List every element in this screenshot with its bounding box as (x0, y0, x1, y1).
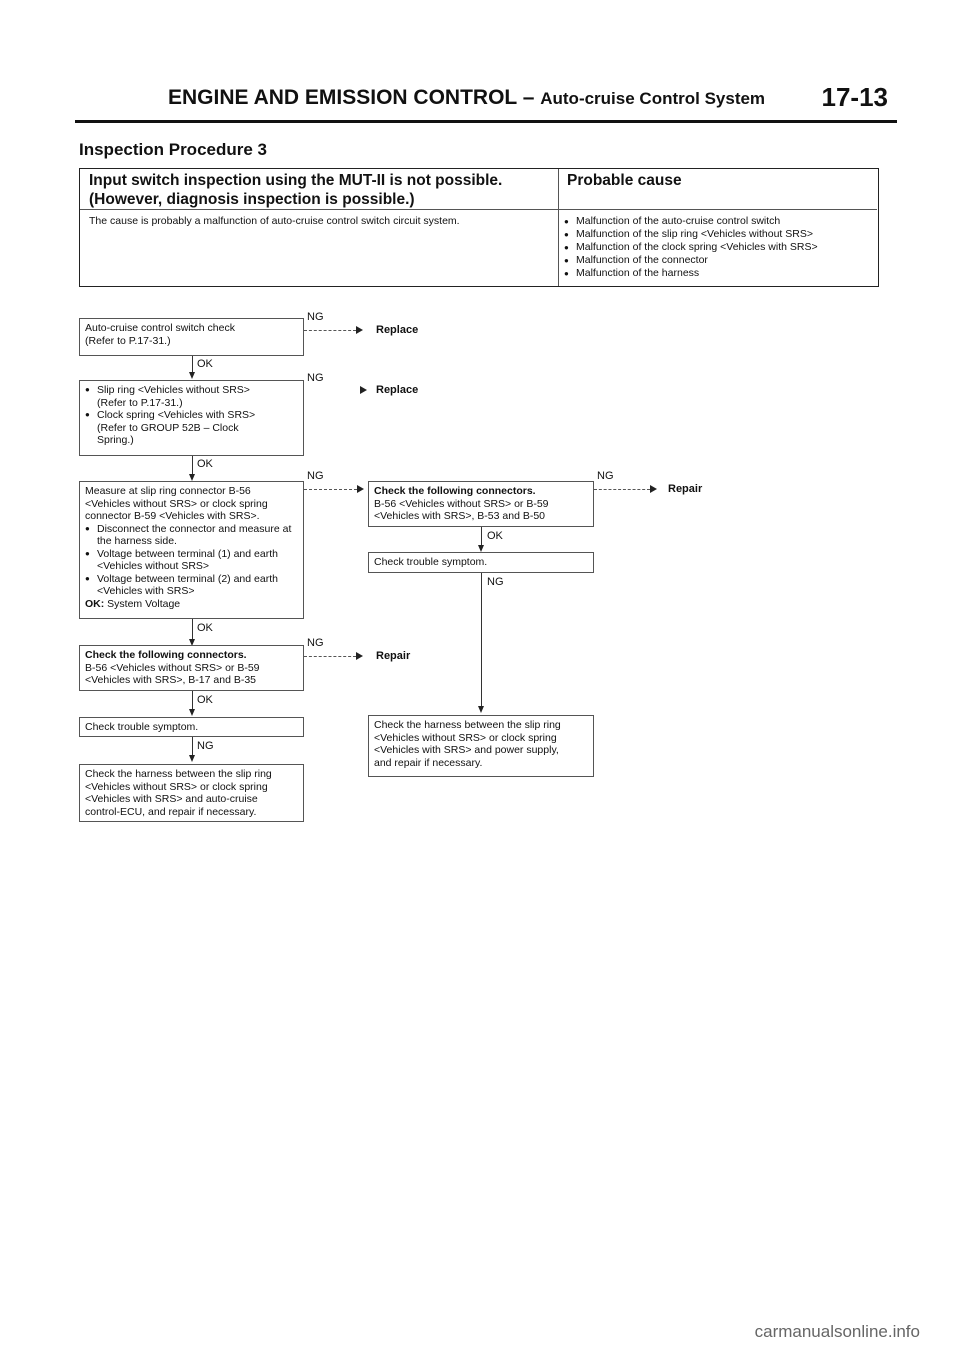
header-rule (75, 120, 897, 123)
step2-item (85, 409, 298, 447)
action-repair: Repair (668, 483, 703, 495)
ok-label: OK (197, 622, 213, 634)
symptom-line-2: (However, diagnosis inspection is possible.) (89, 191, 415, 208)
step2-item (85, 384, 298, 409)
arrow-right-icon (356, 652, 363, 660)
step2-item2-ref1: (Refer to GROUP 52B – Clock (97, 421, 239, 434)
arrow-down-icon (189, 709, 195, 716)
step2-item2-text: ● Clock spring <Vehicles with SRS> (97, 409, 256, 421)
step3-item: ● Disconnect the connector and measure at the harness side. (85, 523, 298, 548)
step3-item: ● Voltage between terminal (1) and earth <Vehicles without SRS> (85, 548, 298, 573)
probable-cause-heading: Probable cause (567, 172, 682, 189)
ng-label: NG (307, 311, 324, 323)
cause-item: ● Malfunction of the connector (564, 254, 874, 267)
ng-label: NG (197, 740, 214, 752)
ok-label: OK (197, 358, 213, 370)
step3-ok-label: OK: (85, 597, 105, 610)
step-slip-ring-clock-spring (79, 380, 304, 456)
right1-line1: B-56 <Vehicles without SRS> or B-59 (374, 497, 549, 510)
footer-watermark: carmanualsonline.info (754, 1322, 920, 1341)
header-dash: – (522, 86, 535, 109)
symptom-heading (89, 171, 502, 209)
step3-line3: connector B-59 <Vehicles with SRS>. (85, 510, 260, 522)
ok-label: OK (197, 694, 213, 706)
step5-text: Check trouble symptom. (85, 721, 199, 733)
cause-item: ● Malfunction of the harness (564, 267, 874, 280)
step6-line3: <Vehicles with SRS> and auto-cruise (85, 793, 258, 805)
step2-item2-ref2: Spring.) (97, 434, 134, 446)
right-check-harness-power (368, 715, 594, 777)
right-check-trouble-symptom (368, 552, 594, 573)
arrow-right-icon (356, 326, 363, 334)
page-header (168, 82, 888, 112)
right-check-connectors (368, 481, 594, 527)
arrow-down-icon (478, 706, 484, 713)
action-repair: Repair (376, 650, 411, 662)
procedure-title: Inspection Procedure 3 (79, 140, 267, 159)
right3-line2: <Vehicles without SRS> or clock spring (374, 731, 557, 744)
arrow-right-icon (650, 485, 657, 493)
ng-label: NG (307, 637, 324, 649)
ok-label: OK (197, 458, 213, 470)
step6-line4: control-ECU, and repair if necessary. (85, 805, 257, 818)
cause-list (564, 215, 874, 280)
ng-label: NG (307, 372, 324, 384)
step2-list (85, 384, 298, 447)
section-title: ENGINE AND EMISSION CONTROL (168, 86, 517, 109)
arrow-down-icon (478, 545, 484, 552)
right1-line2: <Vehicles with SRS>, B-53 and B-50 (374, 510, 546, 522)
step6-line2: <Vehicles without SRS> or clock spring (85, 780, 268, 793)
cause-item: ● Malfunction of the auto-cruise control switch (564, 215, 874, 228)
ng-label: NG (487, 576, 504, 588)
step3-list (85, 523, 298, 598)
step-check-harness-ecu (79, 764, 304, 822)
arrow-down-icon (189, 755, 195, 762)
ok-label: OK (487, 530, 503, 542)
page-number: 17-13 (821, 82, 888, 112)
cause-item: ● Malfunction of the clock spring <Vehicles with SRS> (564, 241, 874, 254)
right2-text: Check trouble symptom. (374, 556, 488, 568)
action-replace: Replace (376, 324, 419, 336)
arrow-right-icon (360, 386, 367, 394)
table-horizontal-divider (80, 209, 877, 210)
step3-line2: <Vehicles without SRS> or clock spring (85, 497, 268, 510)
section-subtitle: Auto-cruise Control System (540, 89, 766, 108)
arrow-down-icon (189, 372, 195, 379)
right3-line1: Check the harness between the slip ring (374, 719, 561, 731)
step3-item: ● Voltage between terminal (2) and earth <Vehicles with SRS> (85, 573, 298, 598)
right3-line3: <Vehicles with SRS> and power supply, (374, 744, 559, 756)
arrow-down-icon (189, 474, 195, 481)
step-switch-check (79, 318, 304, 356)
arrow-right-icon (357, 485, 364, 493)
step2-item1-text: ● Slip ring <Vehicles without SRS> (97, 384, 250, 396)
right1-title: Check the following connectors. (374, 485, 536, 497)
right3-line4: and repair if necessary. (374, 756, 483, 769)
step3-ok-value: System Voltage (107, 597, 181, 610)
step-check-connectors (79, 645, 304, 691)
step1-ref: (Refer to P.17-31.) (85, 334, 171, 347)
step4-title: Check the following connectors. (85, 649, 247, 661)
symptom-line-1: Input switch inspection using the MUT-II is not possible. (89, 172, 503, 189)
cause-item: ● Malfunction of the slip ring <Vehicles without SRS> (564, 228, 874, 241)
step6-line1: Check the harness between the slip ring (85, 768, 272, 780)
cause-description: The cause is probably a malfunction of auto-cruise control switch circuit system. (89, 215, 460, 227)
step1-text: Auto-cruise control switch check (85, 322, 235, 334)
step4-line1: B-56 <Vehicles without SRS> or B-59 (85, 661, 260, 674)
step2-item1-ref: (Refer to P.17-31.) (97, 396, 183, 409)
ng-label: NG (597, 470, 614, 482)
action-replace: Replace (376, 384, 419, 396)
step-check-trouble-symptom (79, 717, 304, 737)
table-vertical-divider (558, 169, 559, 286)
step-measure-connector (79, 481, 304, 619)
step3-line1: Measure at slip ring connector B-56 (85, 485, 251, 497)
summary-table (79, 168, 879, 287)
step4-line2: <Vehicles with SRS>, B-17 and B-35 (85, 674, 257, 686)
ng-label: NG (307, 470, 324, 482)
step3-ok-row (85, 598, 298, 611)
